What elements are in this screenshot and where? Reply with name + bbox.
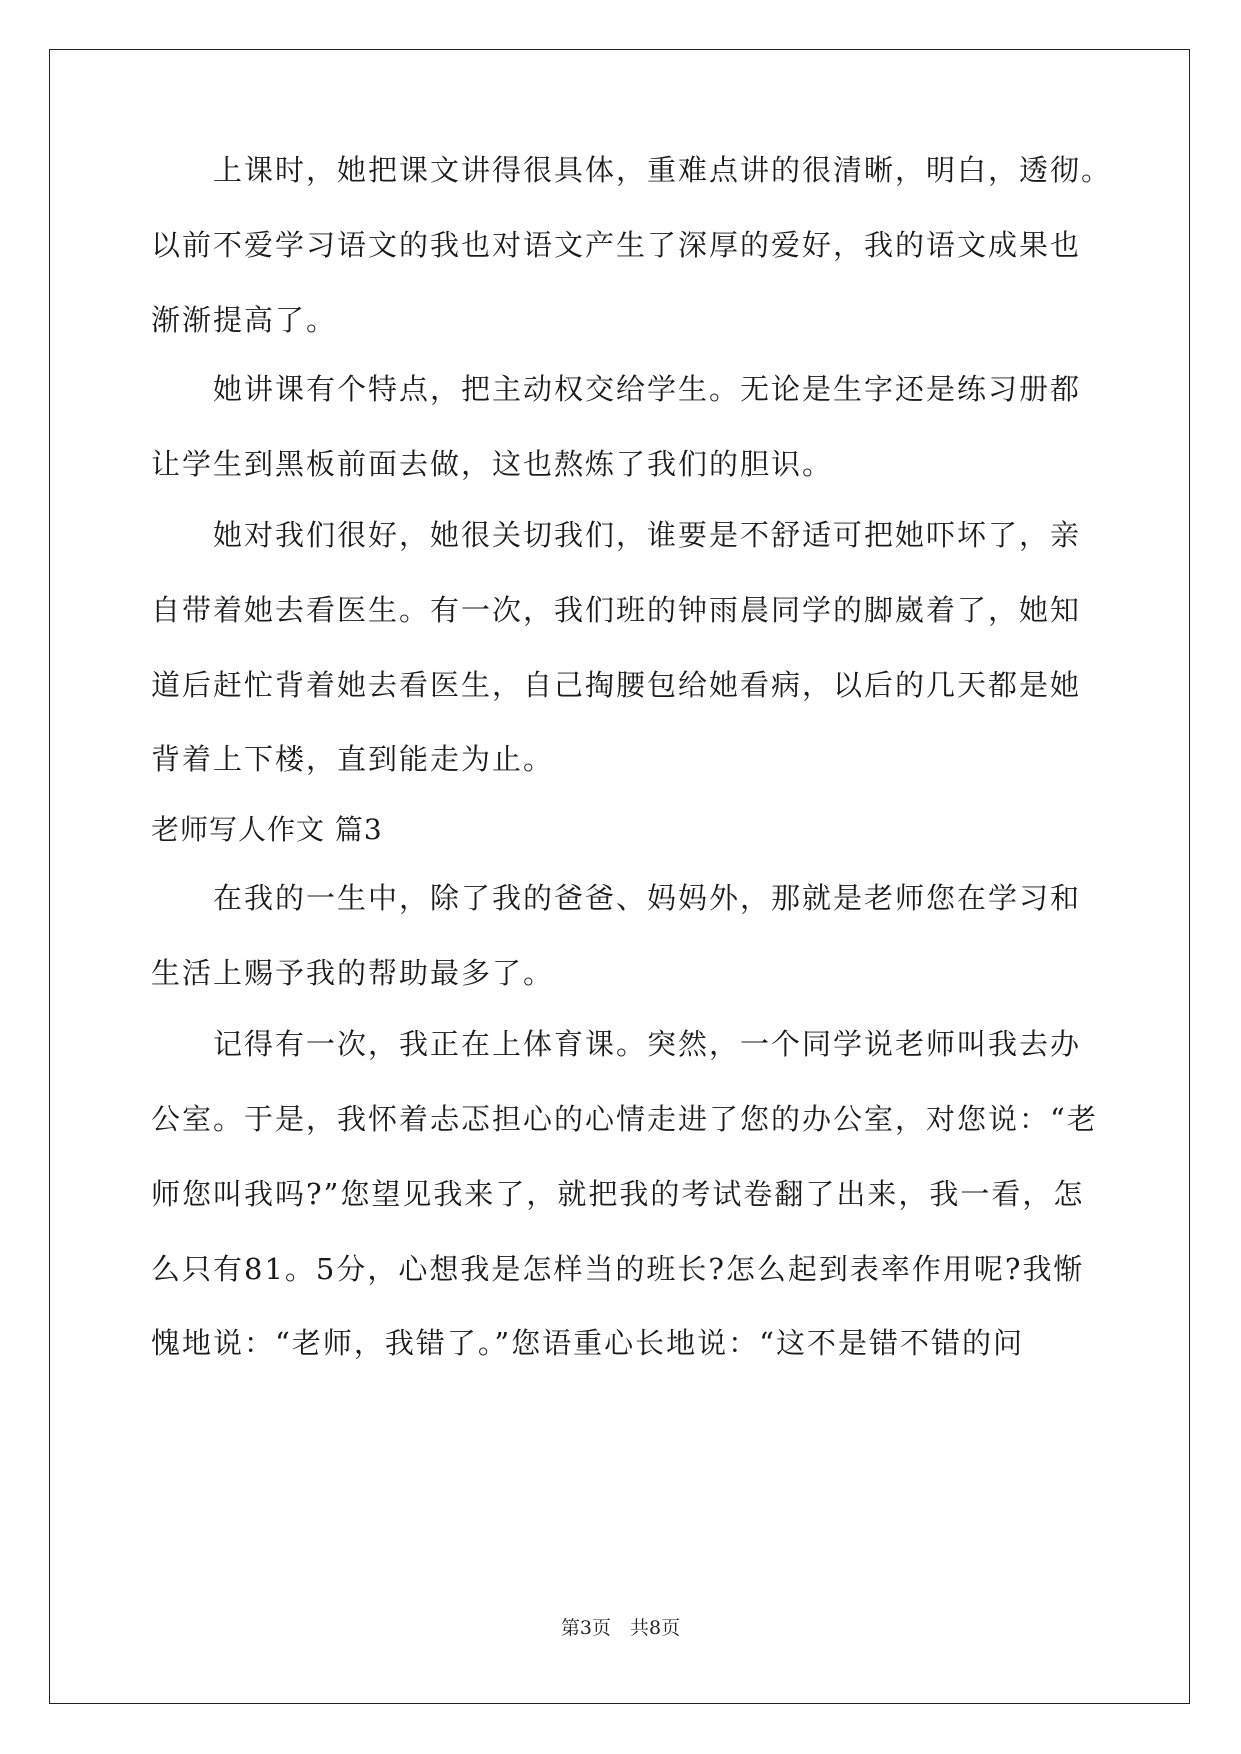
text-line: 公室。于是，我怀着忐忑担心的心情走进了您的办公室，对您说：“老 xyxy=(151,1102,1098,1136)
text-line: 背着上下楼，直到能走为止。 xyxy=(151,742,555,776)
page-number: 第3页 共8页 xyxy=(560,1617,681,1639)
text-line: 她讲课有个特点，把主动权交给学生。无论是生字还是练习册都 xyxy=(151,372,1082,406)
text-line: 么只有81。5分，心想我是怎样当的班长?怎么起到表率作用呢?我惭 xyxy=(151,1252,1085,1286)
text-line: 上课时，她把课文讲得很具体，重难点讲的很清晰，明白，透彻。 xyxy=(151,153,1113,187)
text-line: 在我的一生中，除了我的爸爸、妈妈外，那就是老师您在学习和 xyxy=(151,881,1082,915)
text-line: 让学生到黑板前面去做，这也熬炼了我们的胆识。 xyxy=(151,447,834,481)
text-line: 记得有一次，我正在上体育课。突然，一个同学说老师叫我去办 xyxy=(151,1027,1082,1061)
text-line: 愧地说：“老师，我错了。”您语重心长地说：“这不是错不错的问 xyxy=(151,1326,1024,1360)
text-line: 生活上赐予我的帮助最多了。 xyxy=(151,956,555,990)
text-line: 师您叫我吗?”您望见我来了，就把我的考试卷翻了出来，我一看，怎 xyxy=(151,1177,1085,1211)
text-line: 以前不爱学习语文的我也对语文产生了深厚的爱好，我的语文成果也 xyxy=(151,228,1082,262)
text-line: 自带着她去看医生。有一次，我们班的钟雨晨同学的脚崴着了，她知 xyxy=(151,593,1082,627)
text-line: 渐渐提高了。 xyxy=(151,303,338,337)
text-line: 她对我们很好，她很关切我们，谁要是不舒适可把她吓坏了，亲 xyxy=(151,518,1082,552)
section-heading: 老师写人作文 篇3 xyxy=(151,813,383,846)
page-border xyxy=(49,49,1190,1704)
text-line: 道后赶忙背着她去看医生，自己掏腰包给她看病，以后的几天都是她 xyxy=(151,668,1082,702)
